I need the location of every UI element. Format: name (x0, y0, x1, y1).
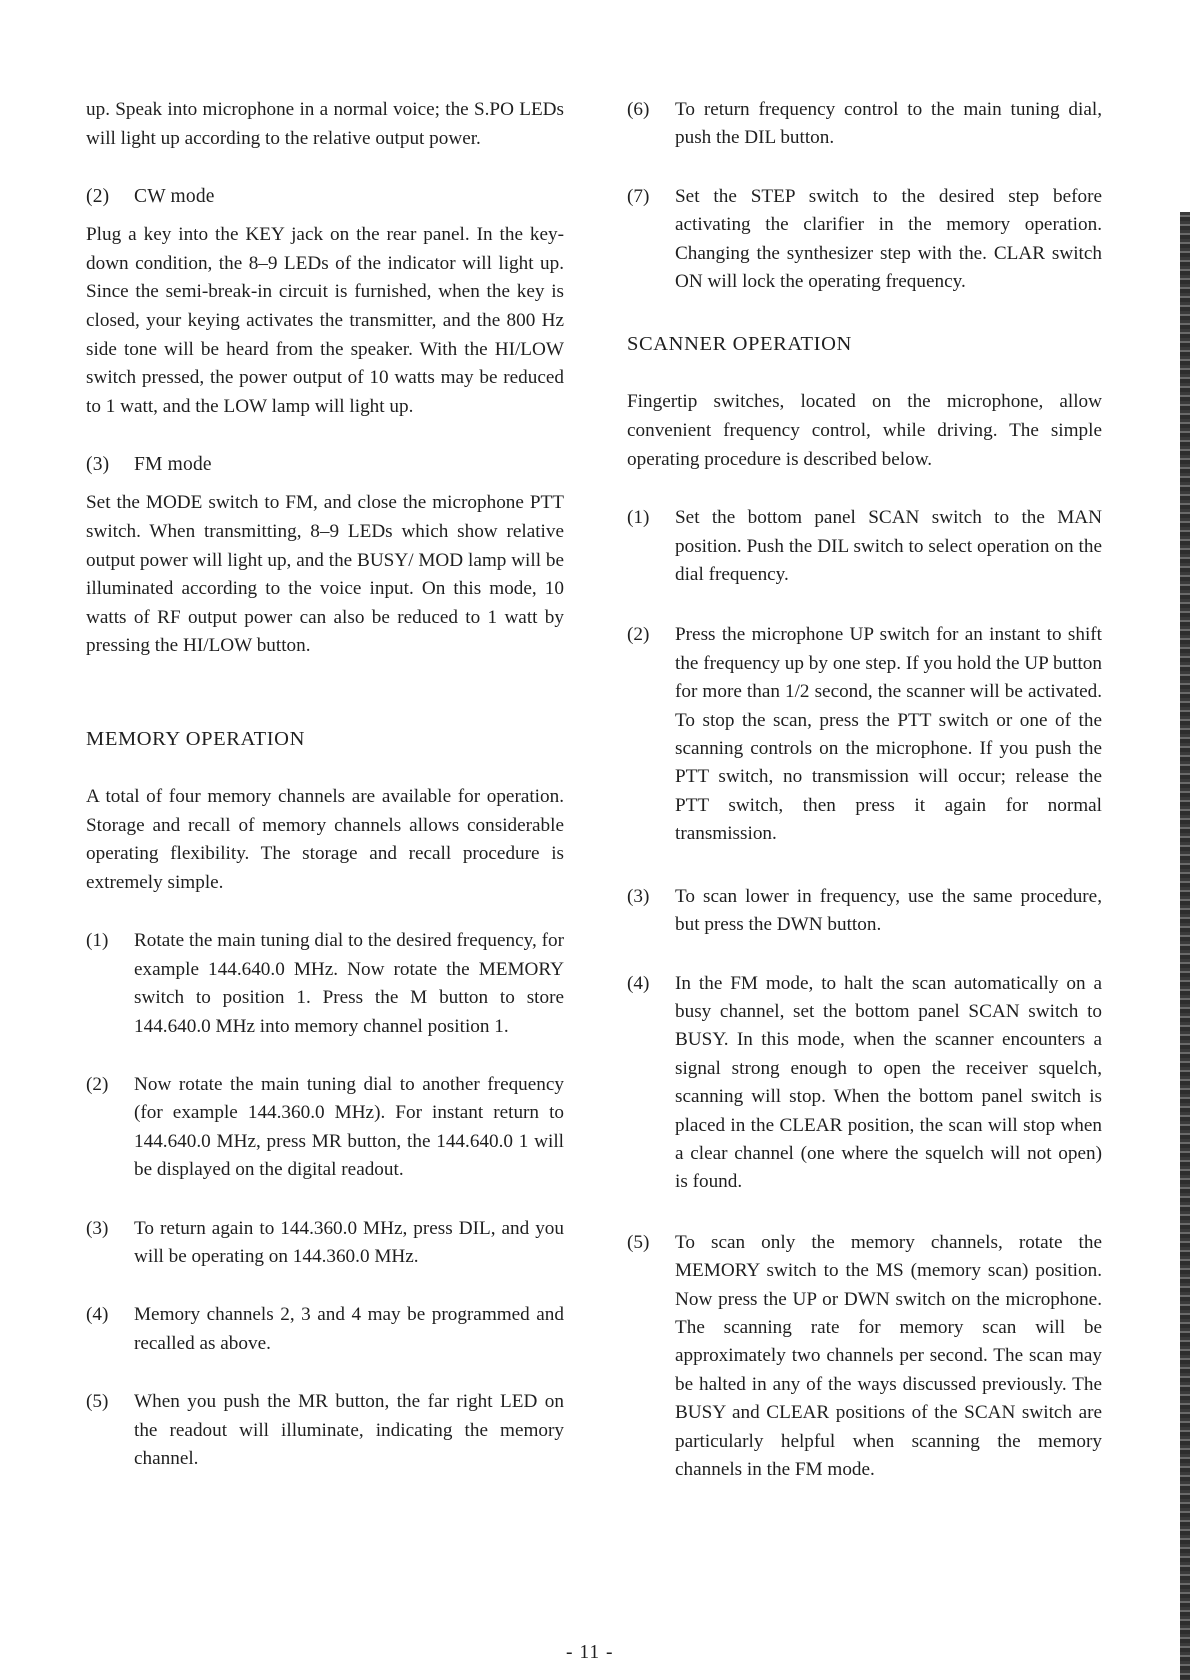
scanner-step-5 (627, 1229, 1102, 1485)
memory-step-text: To return frequency control to the main tuning dial, push the DIL button. (675, 99, 1102, 149)
scanner-intro-paragraph: Fingertip switches, located on the microphone, allow convenient frequency control, while driving. The simple operating procedure is described below. (627, 391, 1102, 470)
scanner-step-2 (627, 621, 1102, 848)
left-column (86, 96, 564, 1473)
scanner-step-number: (5) (627, 1231, 650, 1253)
memory-step-text: Now rotate the main tuning dial to another frequency (for example 144.360.0 MHz). For instant return to 144.640.0 MHz, press MR button, the 144.640.0 1 will be displayed on the digital readout. (134, 1073, 564, 1181)
fm-mode-heading (86, 451, 564, 479)
scanner-operation-heading: SCANNER OPERATION (627, 333, 852, 356)
memory-step-number: (5) (86, 1391, 109, 1413)
scanner-step-text: To scan lower in frequency, use the same procedure, but press the DWN button. (675, 885, 1102, 936)
memory-step-text: Set the STEP switch to the desired step before activating the clarifier in the memory operation. Changing the synthesizer step with the. CLAR switch ON will lock the operating frequency. (675, 185, 1102, 293)
memory-step-number: (1) (86, 930, 109, 952)
memory-step-text: Memory channels 2, 3 and 4 may be programmed and recalled as above. (134, 1304, 564, 1354)
scanner-step-text: In the FM mode, to halt the scan automatically on a busy channel, set the bottom panel SCAN switch to BUSY. In this mode, when the scanner encounters a signal strong enough to open the receiver squelch, scanning will stop. When the bottom panel switch is placed in the CLEAR position, the scan will stop when a clear channel (one where the squelch will not open) is found. (675, 972, 1102, 1193)
memory-step-6 (627, 96, 1102, 153)
right-column (627, 96, 1102, 1484)
scan-edge-bar (1180, 212, 1190, 1680)
scanner-step-text: Press the microphone UP switch for an instant to shift the frequency up by one step. If you hold the UP button for more than 1/2 second, the scanner will be activated. To stop the scan, press the PTT switch or one of the scanning controls on the microphone. If you push the PTT switch, no transmission will occur; release the PTT switch, then press it again for normal transmission. (675, 624, 1102, 845)
scanner-step-text: To scan only the memory channels, rotate the MEMORY switch to the MS (memory scan) position. Now press the UP or DWN switch on the microphone. The scanning rate for memory scan will be approximately two channels per second. The scan may be halted in any of the ways discussed previously. The BUSY and CLEAR positions of the SCAN switch are particularly helpful when scanning the memory channels in the FM mode. (675, 1231, 1102, 1480)
cw-mode-heading (86, 183, 564, 211)
scanner-step-3 (627, 883, 1102, 940)
scanner-step-4 (627, 970, 1102, 1197)
memory-step-5 (86, 1388, 564, 1473)
memory-step-number: (6) (627, 99, 650, 120)
fm-mode-title: FM mode (134, 454, 212, 476)
memory-step-text: Rotate the main tuning dial to the desired frequency, for example 144.640.0 MHz. Now rotate the MEMORY switch to position 1. Press the M button to store 144.640.0 MHz into memory channel position 1. (134, 930, 564, 1037)
scanner-step-text: Set the bottom panel SCAN switch to the MAN position. Push the DIL switch to select operation on the dial frequency. (675, 507, 1102, 586)
page-number: - 11 - (566, 1642, 614, 1663)
scanner-step-number: (3) (627, 885, 650, 907)
fm-mode-paragraph: Set the MODE switch to FM, and close the microphone PTT switch. When transmitting, 8–9 LEDs which show relative output power will light up, and the BUSY/ MOD lamp will be illuminated according to the voice input. On this mode, 10 watts of RF output power can also be reduced to 1 watt by pressing the HI/LOW button. (86, 492, 564, 657)
cw-mode-title: CW mode (134, 186, 215, 208)
scanner-step-1 (627, 504, 1102, 589)
memory-step-number: (7) (627, 185, 650, 207)
scanner-step-number: (2) (627, 624, 650, 646)
memory-step-number: (4) (86, 1304, 109, 1326)
memory-step-4 (86, 1301, 564, 1358)
memory-step-number: (3) (86, 1217, 109, 1239)
memory-operation-heading: MEMORY OPERATION (86, 727, 305, 750)
memory-step-2 (86, 1071, 564, 1185)
cw-mode-number: (2) (86, 186, 110, 208)
memory-step-1 (86, 927, 564, 1041)
memory-step-7 (627, 183, 1102, 297)
scanner-step-number: (1) (627, 507, 650, 529)
memory-intro-paragraph: A total of four memory channels are available for operation. Storage and recall of memory channels allows considerable operating flexibility. The storage and recall procedure is extremely simple. (86, 785, 564, 893)
fm-mode-number: (3) (86, 454, 110, 476)
cw-mode-paragraph: Plug a key into the KEY jack on the rear panel. In the key-down condition, the 8–9 LEDs of the indicator will light up. Since the semi-break-in circuit is furnished, when the key is closed, your keying activates the transmitter, and the 800 Hz side tone will be heard from the speaker. With the HI/LOW switch pressed, the power output of 10 watts may be reduced to 1 watt, and the LOW lamp will light up. (86, 224, 564, 417)
memory-step-text: To return again to 144.360.0 MHz, press DIL, and you will be operating on 144.360.0 MHz. (134, 1217, 564, 1267)
scanner-step-number: (4) (627, 972, 650, 994)
memory-step-number: (2) (86, 1073, 109, 1095)
memory-step-3 (86, 1215, 564, 1272)
intro-paragraph: up. Speak into microphone in a normal voice; the S.PO LEDs will light up according to the relative output power. (86, 99, 564, 149)
memory-step-text: When you push the MR button, the far right LED on the readout will illuminate, indicating the memory channel. (134, 1391, 564, 1469)
